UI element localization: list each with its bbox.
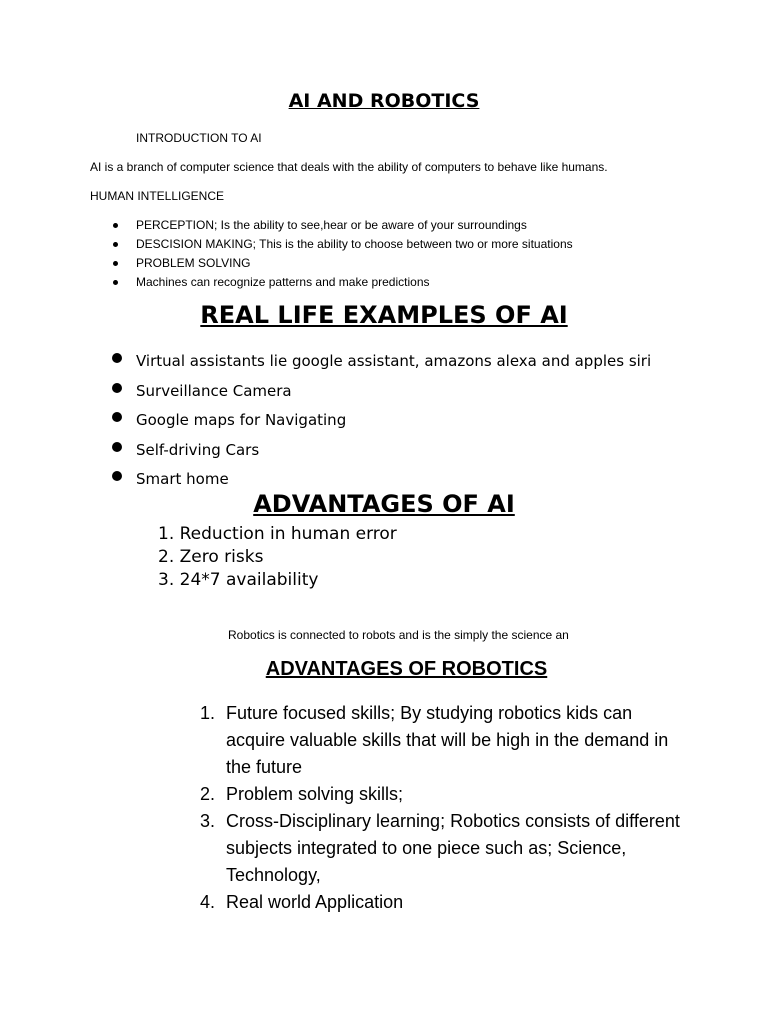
list-item: 1. Reduction in human error (158, 524, 397, 544)
ai-definition: AI is a branch of computer science that deals with the ability of computers to behave like humans. (90, 160, 608, 174)
list-item: Virtual assistants lie google assistant, amazons alexa and apples siri (108, 347, 651, 377)
list-item: 4. Real world Application (200, 889, 680, 916)
advantages-ai-list (158, 523, 397, 592)
bullet-icon (112, 471, 122, 481)
bullet-icon (112, 442, 122, 452)
list-item: Self-driving Cars (108, 436, 651, 466)
advantages-ai-heading: ADVANTAGES OF AI (253, 490, 515, 518)
list-item: 2. Problem solving skills; (200, 781, 680, 808)
bullet-icon (112, 383, 122, 393)
bullet-icon (113, 280, 118, 285)
bullet-icon (112, 353, 122, 363)
human-intelligence-list (90, 216, 573, 292)
bullet-icon (113, 242, 118, 247)
list-item: DESCISION MAKING; This is the ability to choose between two or more situations (90, 235, 573, 254)
list-number: 2. (200, 784, 216, 804)
robotics-note: Robotics is connected to robots and is the simply the science an (228, 628, 569, 642)
bullet-icon (113, 261, 118, 266)
intro-heading: INTRODUCTION TO AI (136, 131, 262, 145)
list-item: 2. Zero risks (158, 547, 264, 567)
list-number: 3. (200, 811, 216, 831)
real-life-examples-list (108, 347, 651, 495)
list-number: 4. (200, 892, 216, 912)
real-life-examples-heading: REAL LIFE EXAMPLES OF AI (200, 301, 568, 329)
advantages-robotics-list (200, 700, 680, 916)
list-item: Machines can recognize patterns and make predictions (90, 273, 573, 292)
bullet-icon (113, 223, 118, 228)
advantages-robotics-heading: ADVANTAGES OF ROBOTICS (265, 658, 548, 680)
list-item: Surveillance Camera (108, 377, 651, 407)
list-item: Google maps for Navigating (108, 406, 651, 436)
document-title: AI AND ROBOTICS (288, 90, 480, 112)
bullet-icon (112, 412, 122, 422)
list-item: 3. Cross-Disciplinary learning; Robotics consists of different subjects integrated to one piece such as; Science, Technology, (200, 808, 680, 889)
list-item: 3. 24*7 availability (158, 570, 319, 590)
list-number: 1. (200, 703, 216, 723)
list-item: PERCEPTION; Is the ability to see,hear or be aware of your surroundings (90, 216, 573, 235)
list-item: Smart home (108, 465, 651, 495)
list-item: 1. Future focused skills; By studying robotics kids can acquire valuable skills that will be high in the demand in the future (200, 700, 680, 781)
list-item: PROBLEM SOLVING (90, 254, 573, 273)
human-intelligence-heading: HUMAN INTELLIGENCE (90, 189, 225, 203)
